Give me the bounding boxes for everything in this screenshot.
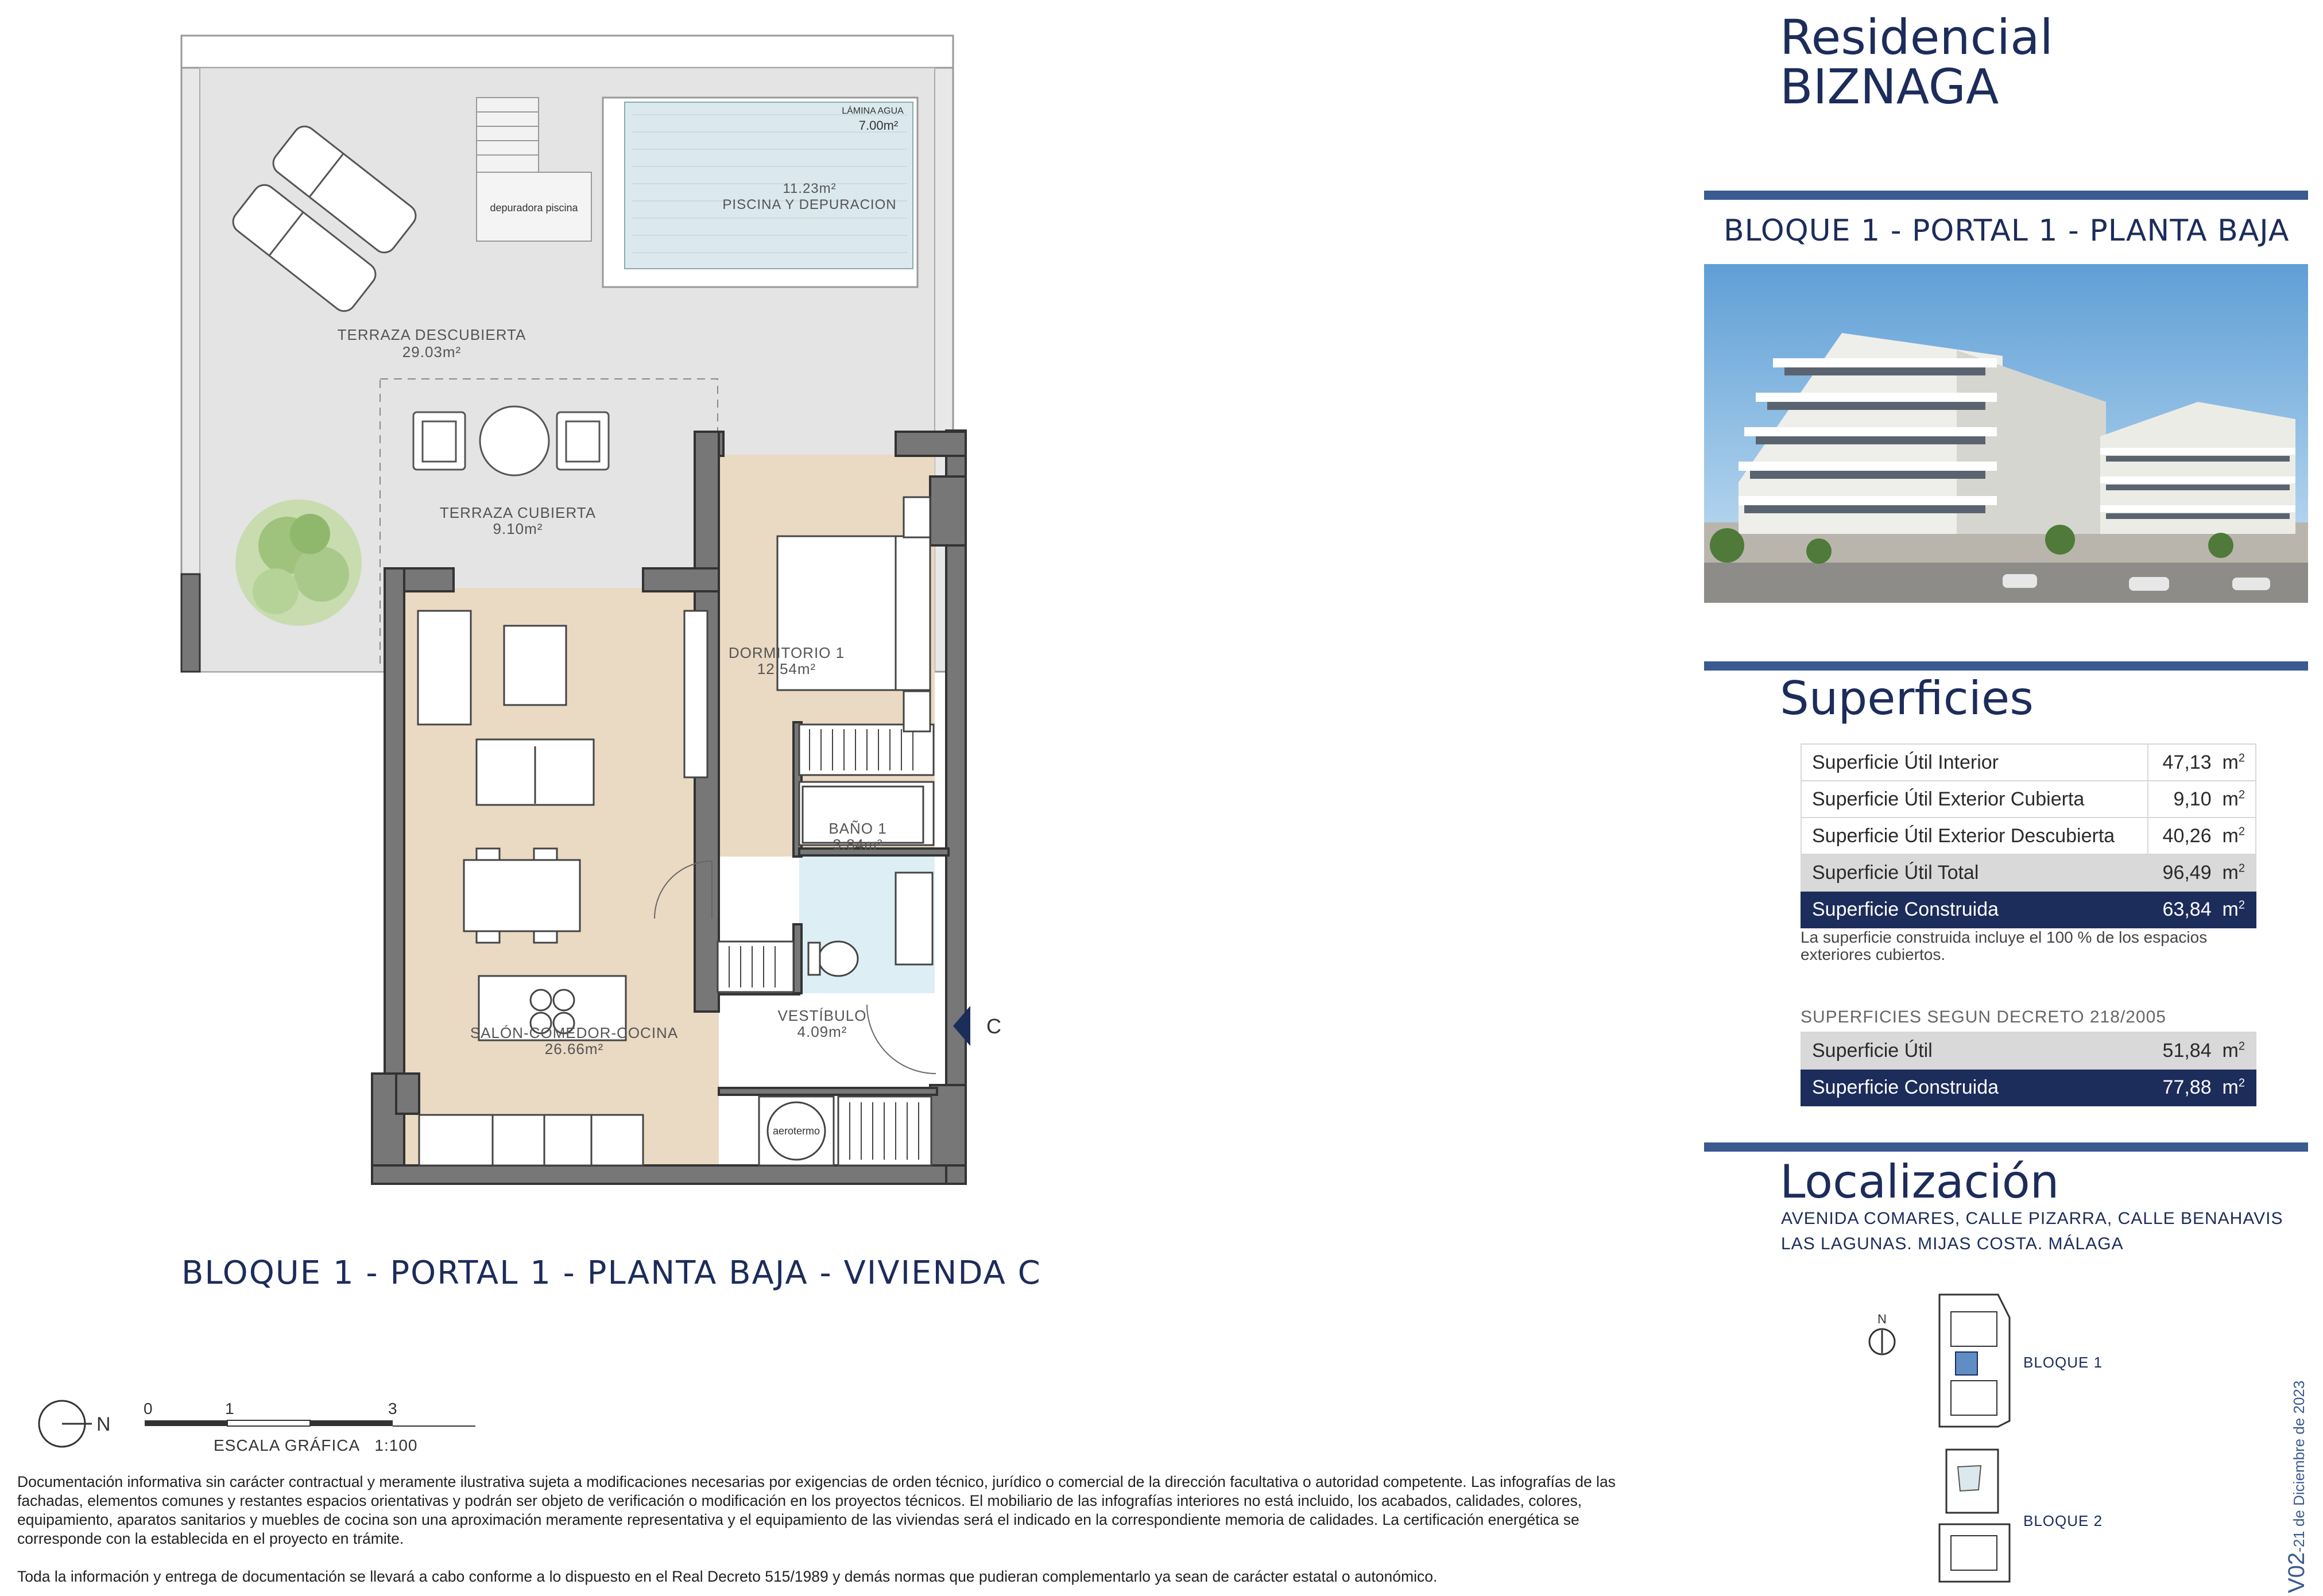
superficie-note: La superficie construida incluye el 100 % de los espacios exteriores cubiertos. xyxy=(1801,928,2208,963)
building-render xyxy=(1704,264,2308,603)
table-row xyxy=(1801,1069,2256,1106)
aerotermo-label: aerotermo xyxy=(772,1125,820,1137)
version-date: -21 de Diciembre de 2023 xyxy=(2290,1380,2307,1552)
pool-area: 11.23m² xyxy=(783,181,837,196)
superficies-table xyxy=(1801,743,2256,928)
version-stamp xyxy=(2284,1363,2310,1593)
floor-plan xyxy=(172,29,999,1206)
scale-tick-3: 3 xyxy=(388,1400,397,1417)
bloque-1-label: BLOQUE 1 xyxy=(2023,1354,2103,1371)
block-title: BLOQUE 1 - PORTAL 1 - PLANTA BAJA xyxy=(1724,214,2290,248)
row-label: Superficie Construida xyxy=(1801,891,2148,928)
scale-bar xyxy=(145,1418,478,1432)
bloque-2-label: BLOQUE 2 xyxy=(2023,1512,2103,1529)
divider xyxy=(1704,1142,2308,1152)
disclaimer-paragraph: Documentación informativa sin carácter contractual y meramente ilustrativa sujeta a modificaciones necesarias por exigencias de orden técnico, jurídico o comercial de la dirección facultativa o autoridad competente. Las infografías de las fachadas, elementos comunes y restantes espacios orientativas y podrán ser objeto de verificación o modificación en los proyectos técnicos. El mobiliario de las infografías interiores no está incluido, los acabados, calidades, colores, equipamiento, aparatos sanitarios y muebles de cocina son una aproximación meramente representativa y el equipamiento de las viviendas será el indicado en la correspondiente memoria de calidades. La certificación energética se corresponde con la establecida en el proyecto en trámite. xyxy=(17,1473,1616,1547)
table-row xyxy=(1801,854,2256,891)
scale-tick-1: 1 xyxy=(225,1400,234,1417)
version-code: V02 xyxy=(2284,1552,2309,1593)
table-row xyxy=(1801,1032,2256,1069)
terraza-desc-label: TERRAZA DESCUBIERTA xyxy=(337,326,526,343)
vivienda-title: BLOQUE 1 - PORTAL 1 - PLANTA BAJA - VIVIENDA C xyxy=(181,1254,1042,1292)
row-value: 40,26 $m^2$ xyxy=(2148,818,2256,854)
terraza-cub-area: 9.10m² xyxy=(493,520,543,537)
table-row xyxy=(1801,744,2256,781)
row-label: Superficie Útil Interior xyxy=(1801,744,2148,781)
decreto-title: SUPERFICIES SEGUN DECRETO 218/2005 xyxy=(1801,1008,2166,1026)
pump-room-label: depuradora piscina xyxy=(490,202,578,214)
row-label: Superficie Útil Exterior Cubierta xyxy=(1801,781,2148,818)
terraza-cub-label: TERRAZA CUBIERTA xyxy=(439,504,597,521)
bano-label: BAÑO 1 xyxy=(828,820,887,837)
lamina-label: LÁMINA AGUA xyxy=(842,106,904,116)
decreto-table xyxy=(1801,1032,2256,1106)
brand-line-2: BIZNAGA xyxy=(1780,59,1999,115)
row-value: 9,10 $m^2$ xyxy=(2148,781,2256,818)
entry-letter: C xyxy=(986,1014,1001,1038)
scale-label: ESCALA GRÁFICA xyxy=(214,1436,359,1454)
row-value: 63,84 $m^2$ xyxy=(2148,891,2256,928)
table-row xyxy=(1801,891,2256,928)
row-label: Superficie Útil Exterior Descubierta xyxy=(1801,818,2148,854)
salon-area: 26.66m² xyxy=(544,1040,604,1057)
table-row xyxy=(1801,818,2256,854)
scale-ratio: 1:100 xyxy=(374,1436,418,1454)
salon-label: SALÓN-COMEDOR-COCINA xyxy=(470,1024,679,1041)
divider xyxy=(1704,661,2308,671)
row-value: 47,13 $m^2$ xyxy=(2148,744,2256,781)
localizacion-title: Localización xyxy=(1780,1155,2059,1208)
row-value: 77,88 $m^2$ xyxy=(2148,1069,2256,1106)
outdoor-dining-set xyxy=(413,406,609,475)
row-value: 96,49 $m^2$ xyxy=(2148,854,2256,891)
scale-tick-0: 0 xyxy=(144,1400,153,1417)
address-line-2: LAS LAGUNAS. MIJAS COSTA. MÁLAGA xyxy=(1781,1234,2124,1253)
vestibulo-area: 4.09m² xyxy=(797,1023,847,1040)
divider xyxy=(1704,191,2308,200)
bano-area: 3.84m² xyxy=(833,836,883,853)
compass-letter: N xyxy=(96,1413,111,1435)
superficies-title: Superficies xyxy=(1780,672,2034,725)
terraza-desc-area: 29.03m² xyxy=(402,343,462,361)
pool-label: PISCINA Y DEPURACION xyxy=(722,197,897,212)
site-map xyxy=(1854,1295,2044,1593)
row-value: 51,84 $m^2$ xyxy=(2148,1032,2256,1069)
compass-icon xyxy=(36,1395,122,1452)
table-row xyxy=(1801,781,2256,818)
legal-note: Toda la información y entrega de documentación se llevará a cabo conforme a lo dispuesto en el Real Decreto 515/1989 y demás normas que pudieran complementarlo ya sean de carácter estatal o autonómico. xyxy=(17,1568,1438,1585)
lamina-area: 7.00m² xyxy=(858,118,899,133)
tree-icon xyxy=(235,499,362,626)
address-line-1: AVENIDA COMARES, CALLE PIZARRA, CALLE BENAHAVIS xyxy=(1781,1209,2283,1228)
dormitorio-label: DORMITORIO 1 xyxy=(728,644,845,661)
row-label: Superficie Útil Total xyxy=(1801,854,2148,891)
brand-line-1: Residencial xyxy=(1780,9,2053,65)
row-label: Superficie Útil xyxy=(1801,1032,2148,1069)
vestibulo-label: VESTÍBULO xyxy=(777,1007,867,1024)
north-letter: N xyxy=(1877,1312,1887,1326)
row-label: Superficie Construida xyxy=(1801,1069,2148,1106)
dormitorio-area: 12.54m² xyxy=(757,660,816,677)
